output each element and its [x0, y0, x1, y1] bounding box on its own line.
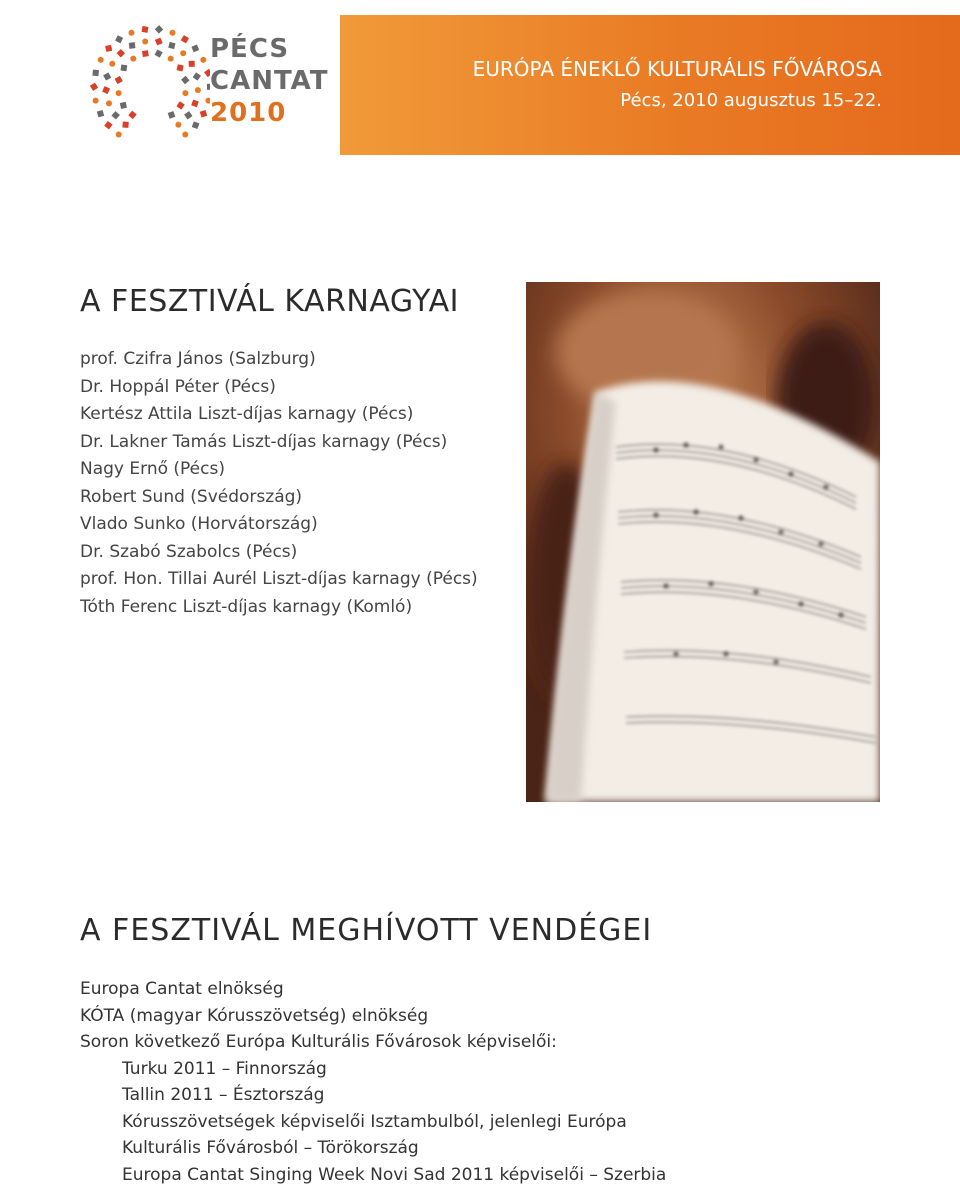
logo-mark: [105, 45, 112, 52]
logo-mark: [120, 102, 127, 109]
logo-mark: [90, 83, 98, 91]
conductors-heading: A FESZTIVÁL KARNAGYAI: [80, 284, 459, 319]
logo-mark: [109, 61, 115, 67]
sheet-music-icon: [526, 282, 880, 802]
list-item: Europa Cantat Singing Week Novi Sad 2011 képviselői – Szerbia: [80, 1162, 666, 1188]
guests-list: [80, 976, 666, 1188]
logo-mark: [193, 72, 201, 80]
logo-mark: [155, 25, 163, 33]
logo-mark: [195, 87, 201, 93]
logo-mark: [182, 132, 188, 138]
logo-mark: [155, 38, 163, 46]
logo-mark: [115, 35, 123, 43]
banner-title: EURÓPA ÉNEKLŐ KULTURÁLIS FŐVÁROSA: [473, 57, 882, 81]
logo-mark: [142, 39, 148, 45]
list-item: Turku 2011 – Finnország: [80, 1056, 666, 1083]
list-item: Vlado Sunko (Horvátország): [80, 511, 478, 539]
logo-mark-icon: [90, 12, 210, 162]
logo-mark: [116, 90, 122, 96]
logo-mark: [168, 42, 175, 49]
logo-mark: [170, 30, 176, 36]
conductors-list: [80, 346, 478, 621]
logo-mark: [115, 76, 123, 84]
logo-mark: [106, 100, 112, 106]
logo-mark: [181, 76, 189, 84]
banner-date: Pécs, 2010 augusztus 15–22.: [620, 90, 882, 111]
logo-mark: [184, 111, 192, 119]
list-item: Dr. Lakner Tamás Liszt-díjas karnagy (Pécs): [80, 429, 478, 457]
logo-mark: [191, 100, 199, 108]
logo-mark: [177, 64, 184, 71]
logo-mark: [103, 72, 111, 80]
logo-mark: [93, 98, 99, 104]
logo-mark: [181, 35, 189, 43]
list-item: prof. Czifra János (Salzburg): [80, 346, 478, 374]
list-item: KÓTA (magyar Kórusszövetség) elnökség: [80, 1003, 666, 1030]
logo-mark: [117, 49, 125, 57]
logo-mark: [142, 26, 149, 33]
logo-mark: [182, 90, 188, 96]
logo-mark: [104, 121, 112, 129]
logo-mark: [116, 132, 122, 138]
logo-word-pecs: PÉCS: [210, 34, 289, 64]
list-item: Dr. Hoppál Péter (Pécs): [80, 374, 478, 402]
list-item: Dr. Szabó Szabolcs (Pécs): [80, 539, 478, 567]
header: [0, 0, 960, 175]
list-item: Robert Sund (Svédország): [80, 484, 478, 512]
logo-mark: [92, 70, 99, 77]
logo-mark: [142, 50, 149, 57]
list-item: Tóth Ferenc Liszt-díjas karnagy (Komló): [80, 594, 478, 622]
list-item: Tallin 2011 – Észtország: [80, 1082, 666, 1109]
logo-mark: [122, 121, 128, 127]
logo-mark: [97, 110, 104, 117]
logo-mark: [191, 44, 199, 52]
logo-mark: [111, 111, 119, 119]
logo-mark: [129, 30, 135, 36]
logo-mark: [155, 50, 163, 58]
guests-heading: A FESZTIVÁL MEGHÍVOTT VENDÉGEI: [80, 913, 652, 948]
list-item: Kertész Attila Liszt-díjas karnagy (Pécs): [80, 401, 478, 429]
logo-mark: [128, 111, 136, 119]
logo-mark: [121, 65, 128, 72]
logo-mark: [200, 110, 207, 117]
logo-mark: [176, 101, 184, 109]
logo-mark: [180, 50, 186, 56]
list-item: Soron következő Európa Kulturális Fővárosok képviselői:: [80, 1029, 666, 1056]
logo-mark: [168, 56, 174, 62]
list-item: Nagy Ernő (Pécs): [80, 456, 478, 484]
logo-word-year: 2010: [210, 98, 286, 128]
logo-word-cantat: CANTAT: [210, 66, 329, 96]
logo-mark: [168, 111, 176, 119]
logo-mark: [192, 121, 200, 129]
logo-mark: [102, 86, 110, 94]
logo-mark: [130, 56, 136, 62]
logo-mark: [98, 57, 104, 63]
logo-mark: [200, 57, 206, 63]
pecs-cantat-logo: [90, 12, 340, 162]
sheet-music-photo: [526, 282, 880, 802]
logo-mark: [129, 42, 136, 49]
logo-mark: [175, 122, 181, 128]
list-item: Kulturális Fővárosból – Törökország: [80, 1135, 666, 1162]
list-item: prof. Hon. Tillai Aurél Liszt-díjas karnagy (Pécs): [80, 566, 478, 594]
list-item: Europa Cantat elnökség: [80, 976, 666, 1003]
logo-mark: [189, 61, 195, 67]
event-banner: [340, 15, 960, 155]
list-item: Kórusszövetségek képviselői Isztambulból, jelenlegi Európa: [80, 1109, 666, 1136]
